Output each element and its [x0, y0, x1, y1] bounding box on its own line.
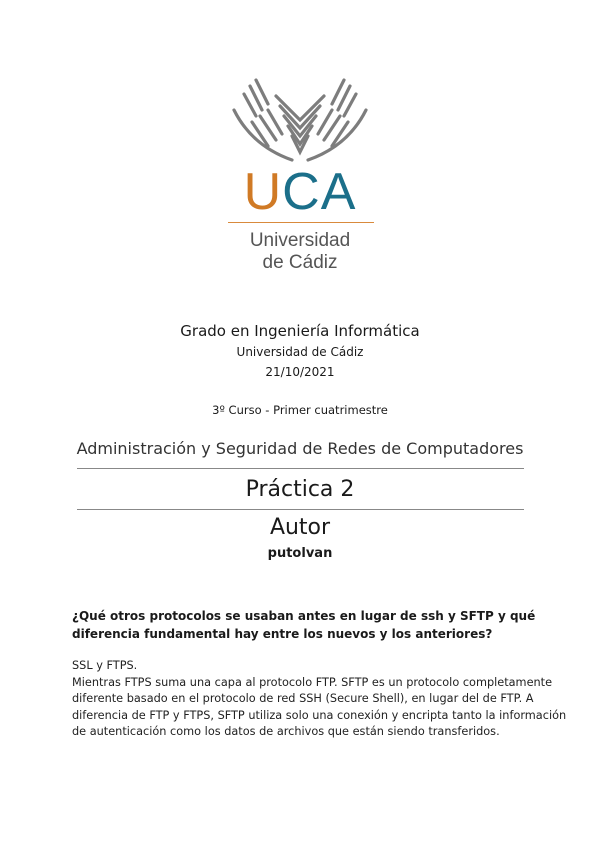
- subject-title: Administración y Seguridad de Redes de Computadores: [76, 439, 524, 458]
- logo-university-line2: de Cádiz: [262, 252, 338, 273]
- answer-text: SSL y FTPS. Mientras FTPS suma una capa al protocolo FTP. SFTP es un protocolo completamente diferente basado en el protocolo de red SSH (Secure Shell), en lugar del de FTP. A diferencia de FTP y FTPS, SFTP utiliza solo una conexión y encripta tanto la información de autenticación como los datos de archivos que están siendo transferidos.: [72, 659, 567, 738]
- course-info: 3º Curso - Primer cuatrimestre: [212, 403, 388, 417]
- uca-wordmark: [0, 163, 600, 221]
- university-name: Universidad de Cádiz: [236, 345, 364, 359]
- document-date: 21/10/2021: [265, 365, 335, 379]
- practice-title: Práctica 2: [245, 477, 355, 502]
- logo-divider: [228, 222, 374, 223]
- author-name: putolvan: [267, 546, 333, 561]
- degree-title: Grado en Ingeniería Informática: [180, 322, 420, 340]
- uca-wordmark-u: U: [243, 163, 283, 221]
- uca-emblem-icon: [222, 76, 378, 166]
- author-label: Autor: [269, 515, 331, 540]
- divider-top: [77, 468, 524, 469]
- divider-bottom: [77, 509, 524, 510]
- uca-wordmark-ca: CA: [282, 163, 357, 221]
- question-text: ¿Qué otros protocolos se usaban antes en lugar de ssh y SFTP y qué diferencia fundamental hay entre los nuevos y los anteriores?: [72, 609, 536, 641]
- logo-university-line1: Universidad: [249, 230, 351, 251]
